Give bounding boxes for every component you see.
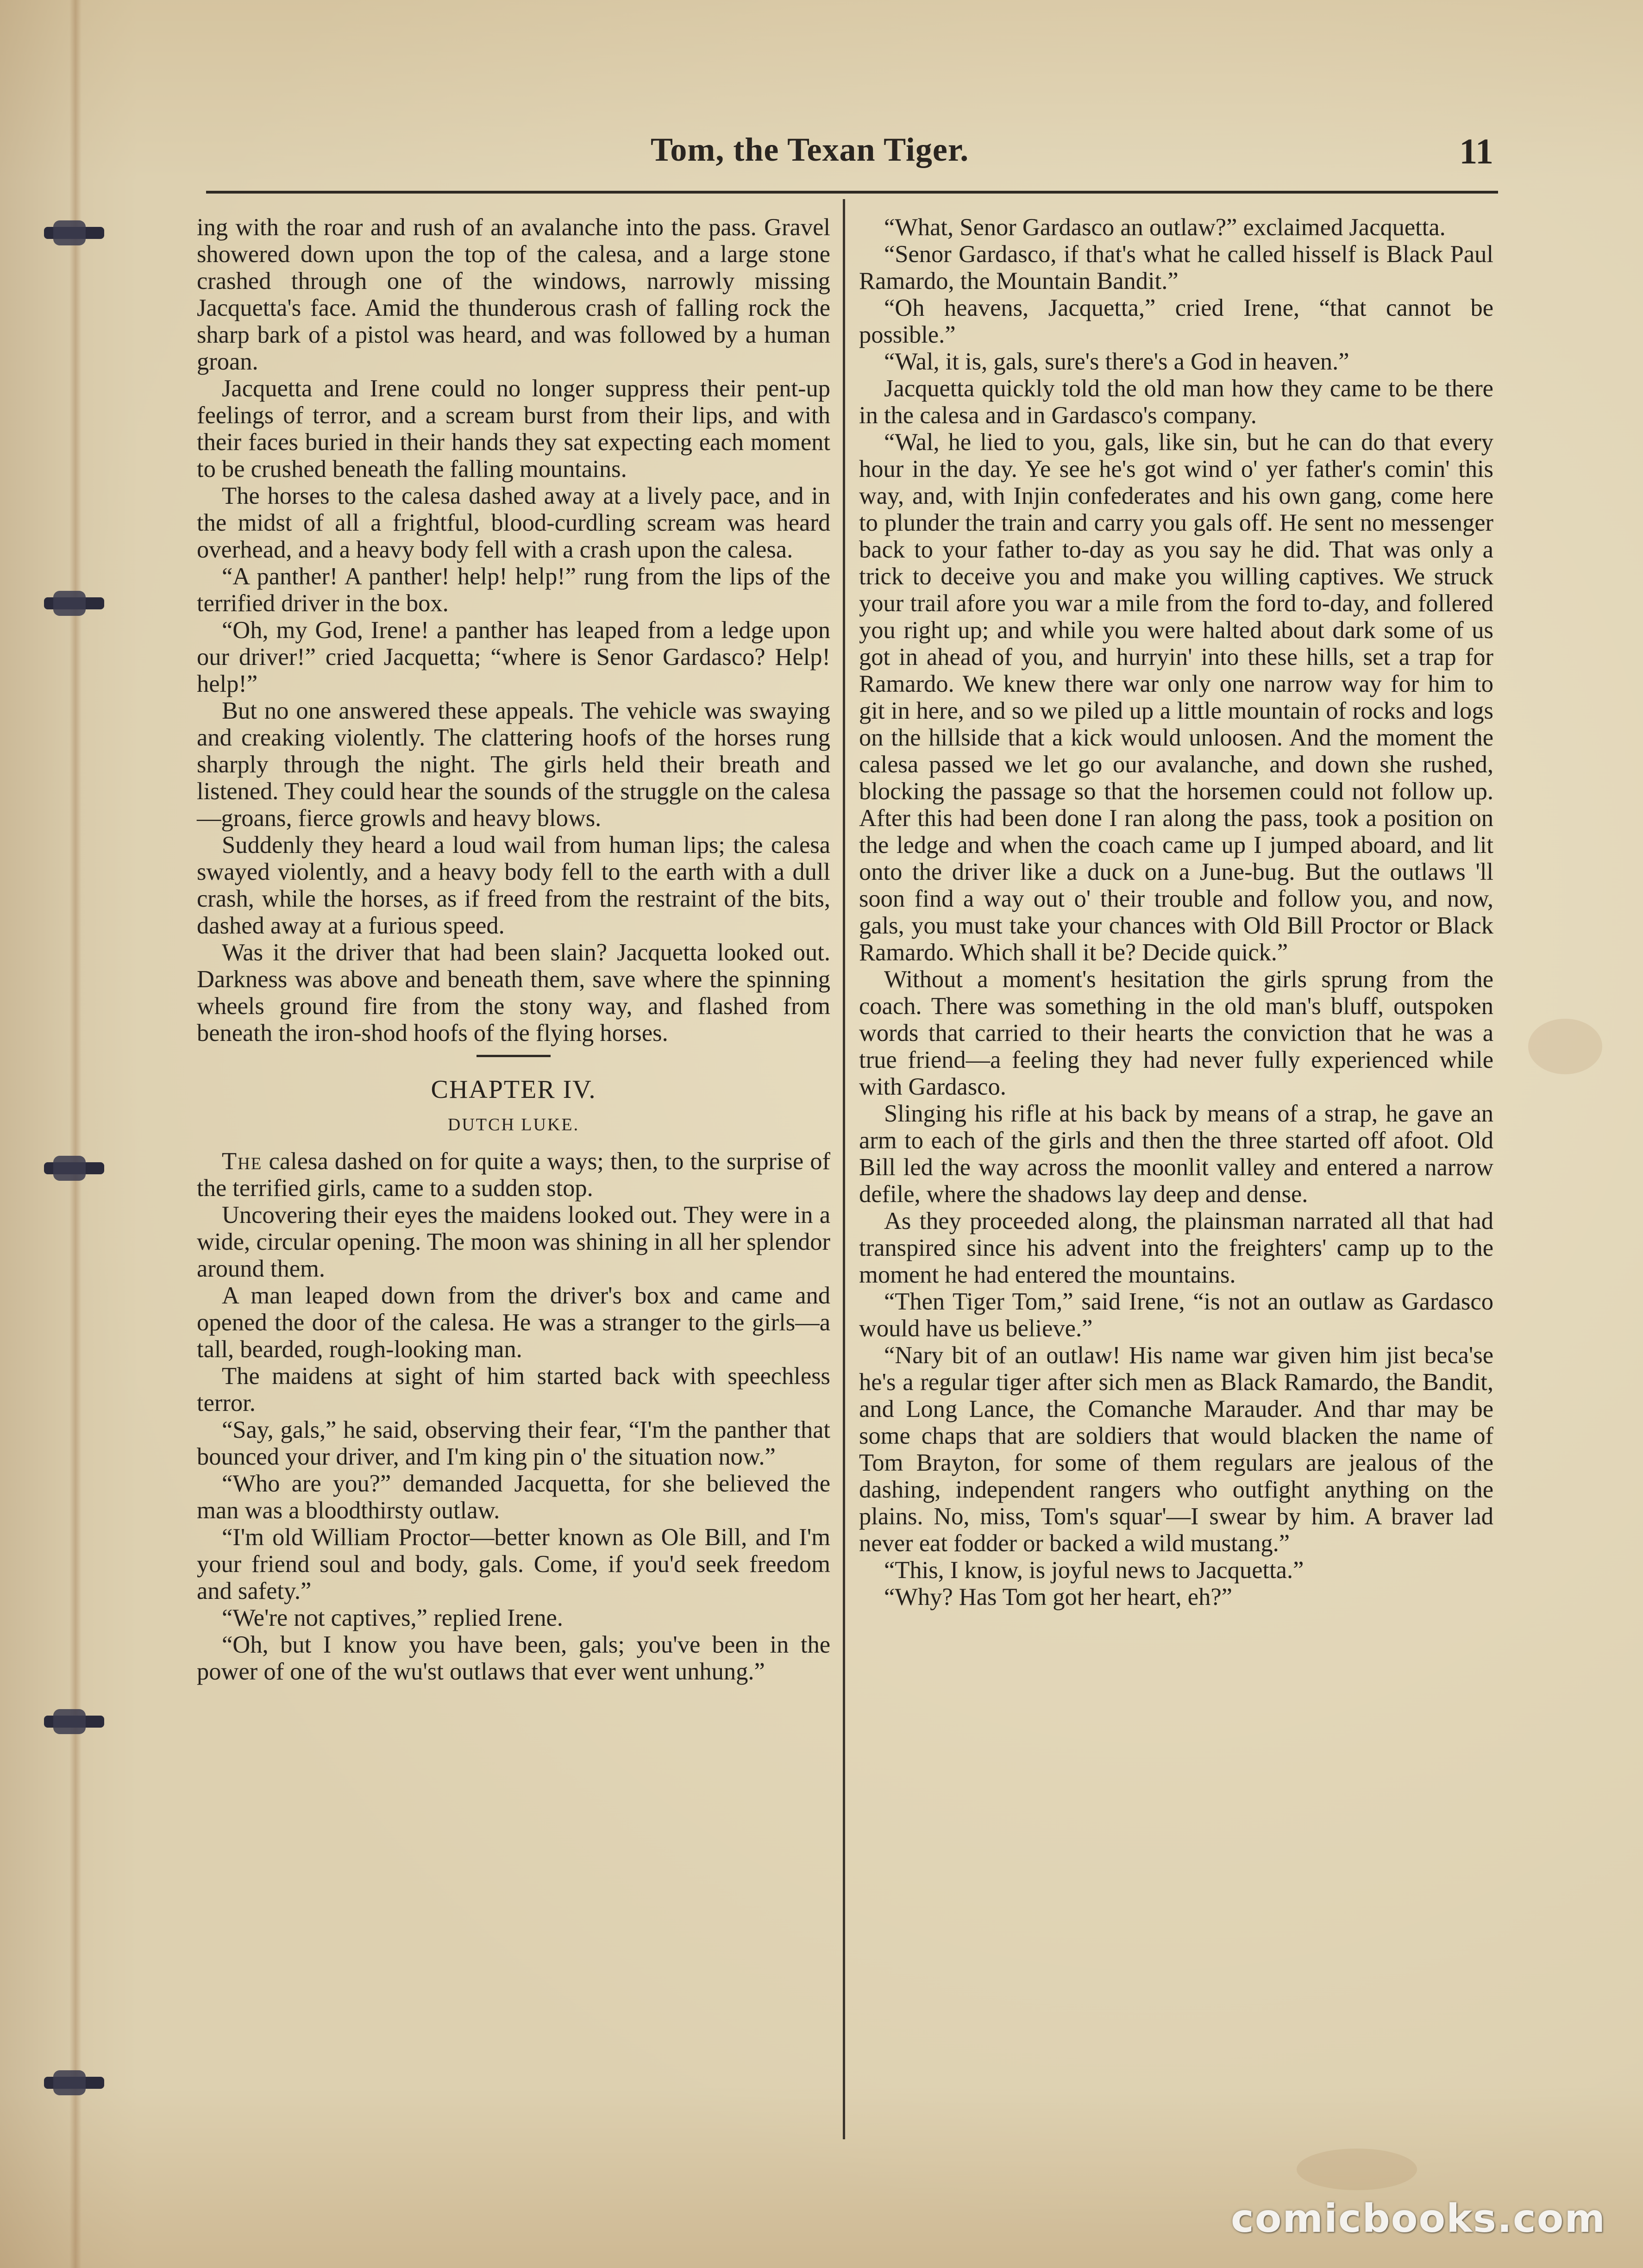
paragraph: “Senor Gardasco, if that's what he called hisself is Black Paul Ramardo, the Mountain Bandit.” (859, 241, 1493, 294)
paragraph: Was it the driver that had been slain? Jacquetta looked out. Darkness was above and beneath them, save where the spinning wheels ground fire from the stony way, and flashed from beneath the iron-shod hoofs of the flying horses. (197, 939, 830, 1046)
paragraph: “Wal, he lied to you, gals, like sin, but he can do that every hour in the day. Ye see he's got wind o' yer father's comin' this way, and, with Injin confederates and his own gang, come here to plunder the train and carry you gals off. He sent no messenger back to your father to-day as you say he did. That was only a trick to deceive you and make you willing captives. We struck your trail afore you war a mile from the ford to-day, and follered you right up; and while you were halted about dark some of us got in ahead of you, and hurryin' into these hills, set a trap for Ramardo. We knew there war only one narrow way for him to git in here, and so we piled up a little mountain of rocks and logs on the hillside that a kick would unloosen. And the moment the calesa passed we let go our avalanche, and down she rushed, blocking the passage so that the horsemen could not follow up. After this had been done I ran along the pass, took a position on the ledge and when the coach came up I jumped aboard, and lit onto the driver like a duck on a June-bug. But the outlaws 'll soon find a way out o' their trouble and follow you, and now, gals, you must take your chances with Old Bill Proctor or Black Ramardo. Which shall it be? Decide quick.” (859, 429, 1493, 966)
paragraph: “Who are you?” demanded Jacquetta, for she believed the man was a bloodthirsty outlaw. (197, 1470, 830, 1524)
binding-stitch (44, 2077, 104, 2089)
chapter-title: CHAPTER IV. (431, 1075, 596, 1104)
paper-stain (1528, 1019, 1602, 1074)
paper-stain (1297, 2149, 1417, 2190)
paragraph: “Oh heavens, Jacquetta,” cried Irene, “that cannot be possible.” (859, 294, 1493, 348)
chapter-heading (197, 1055, 830, 1135)
chapter-first-word: The (222, 1148, 263, 1175)
binding-edge (69, 0, 82, 2268)
paragraph: “Say, gals,” he said, observing their fear, “I'm the panther that bounced your driver, and I'm king pin o' the situation now.” (197, 1416, 830, 1470)
paragraph: The maidens at sight of him started back with speechless terror. (197, 1363, 830, 1416)
paragraph: Suddenly they heard a loud wail from human lips; the calesa swayed violently, and a heavy body fell to the earth with a dull crash, while the horses, as if freed from the restraint of the bits, dashed away at a furious speed. (197, 832, 830, 939)
paragraph: As they proceeded along, the plainsman narrated all that had transpired since his advent into the freighters' camp up to the moment he had entered the mountains. (859, 1208, 1493, 1288)
site-watermark: comicbooks.com (1231, 2196, 1606, 2241)
paragraph: “I'm old William Proctor—better known as Ole Bill, and I'm your friend soul and body, gals. Come, if you'd seek freedom and safety.” (197, 1524, 830, 1604)
paragraph: The horses to the calesa dashed away at a lively pace, and in the midst of all a frightful, blood-curdling scream was heard overhead, and a heavy body fell with a crash upon the calesa. (197, 482, 830, 563)
header-rule (206, 191, 1498, 194)
chapter-opening-paragraph (197, 1148, 830, 1202)
paragraph: “Why? Has Tom got her heart, eh?” (884, 1584, 1232, 1610)
paragraph: “Oh, my God, Irene! a panther has leaped from a ledge upon our driver!” cried Jacquetta; “where is Senor Gardasco? Help! help!” (197, 617, 830, 697)
paragraph: A man leaped down from the driver's box and came and opened the door of the calesa. He was a stranger to the girls—a tall, bearded, rough-looking man. (197, 1282, 830, 1363)
chapter-subtitle: DUTCH LUKE. (447, 1115, 580, 1134)
paragraph: “Then Tiger Tom,” said Irene, “is not an outlaw as Gardasco would have us believe.” (859, 1288, 1493, 1342)
paragraph: “We're not captives,” replied Irene. (222, 1604, 563, 1631)
binding-stitch (44, 1162, 104, 1174)
page-number: 11 (1459, 131, 1493, 171)
right-column (859, 214, 1493, 1610)
running-title: Tom, the Texan Tiger. (651, 131, 969, 168)
section-rule (477, 1055, 551, 1057)
paragraph: “A panther! A panther! help! help!” rung from the lips of the terrified driver in the box. (197, 563, 830, 617)
binding-stitch (44, 1716, 104, 1728)
paragraph: Slinging his rifle at his back by means of a strap, he gave an arm to each of the girls and then the three started off afoot. Old Bill led the way across the moonlit valley and entered a narrow defile, where the shadows lay deep and dense. (859, 1100, 1493, 1208)
column-divider (843, 199, 845, 2139)
paragraph: “This, I know, is joyful news to Jacquetta.” (884, 1557, 1304, 1584)
binding-stitch (44, 597, 104, 609)
paragraph: Without a moment's hesitation the girls sprung from the coach. There was something in the old man's bluff, outspoken words that carried to their hearts the conviction that he was a true friend—a feeling they had never fully experienced while with Gardasco. (859, 966, 1493, 1100)
paragraph: Uncovering their eyes the maidens looked out. They were in a wide, circular opening. The moon was shining in all her splendor around them. (197, 1202, 830, 1282)
left-column (197, 214, 830, 1685)
binding-stitch (44, 227, 104, 239)
running-header (206, 131, 1493, 182)
paragraph: “Nary bit of an outlaw! His name war given him jist beca'se he's a regular tiger after sich men as Black Ramardo, the Bandit, and Long Lance, the Comanche Marauder. And thar may be some chaps that are soldiers that would blacken the name of Tom Brayton, for some of them regulars are jealous of the dashing, independent rangers who outfight anything on the plains. No, miss, Tom's squar'—I swear by him. A braver lad never eat fodder or backed a wild mustang.” (859, 1342, 1493, 1557)
paragraph: “What, Senor Gardasco an outlaw?” exclaimed Jacquetta. (884, 214, 1446, 241)
paragraph: Jacquetta and Irene could no longer suppress their pent-up feelings of terror, and a scream burst from their lips, and with their faces buried in their hands they sat expecting each moment to be crushed beneath the falling mountains. (197, 375, 830, 482)
paragraph: ing with the roar and rush of an avalanche into the pass. Gravel showered down upon the top of the calesa, and a large stone crashed through one of the windows, narrowly missing Jacquetta's face. Amid the thunderous crash of falling rock the sharp bark of a pistol was heard, and was followed by a human groan. (197, 214, 830, 375)
chapter-opening-text: calesa dashed on for quite a ways; then, to the surprise of the terrified girls, came to a sudden stop. (197, 1148, 830, 1202)
paragraph: “Oh, but I know you have been, gals; you've been in the power of one of the wu'st outlaws that ever went unhung.” (197, 1631, 830, 1685)
paragraph: But no one answered these appeals. The vehicle was swaying and creaking violently. The clattering hoofs of the horses rung sharply through the night. The girls held their breath and listened. They could hear the sounds of the struggle on the calesa—groans, fierce growls and heavy blows. (197, 697, 830, 832)
paragraph: “Wal, it is, gals, sure's there's a God in heaven.” (884, 348, 1349, 375)
paragraph: Jacquetta quickly told the old man how they came to be there in the calesa and in Gardasco's company. (859, 375, 1493, 429)
